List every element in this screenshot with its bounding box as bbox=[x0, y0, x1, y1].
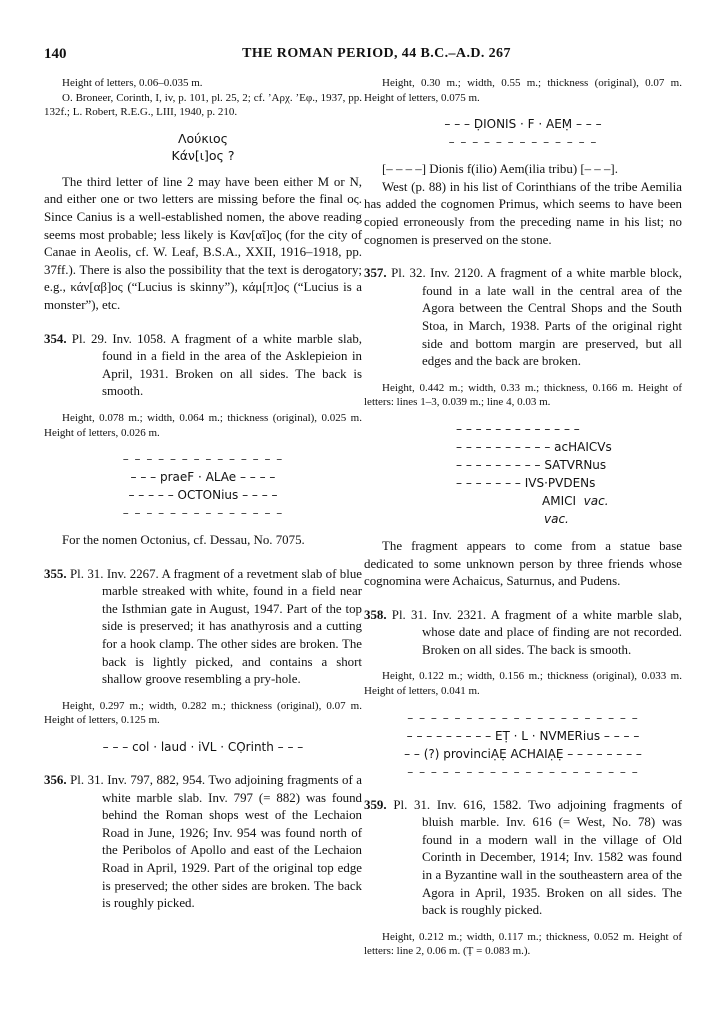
inscription-line: – – – – – OCTONius – – – – bbox=[128, 488, 278, 503]
inscription-line: – – – – – – – – – – acHAICVs bbox=[456, 439, 612, 454]
inscription-line: – – – – – – – – – – – – – bbox=[448, 135, 598, 150]
inscription-line: – – – – – – – – – – – – – bbox=[456, 421, 580, 436]
note: West (p. 88) in his list of Corinthians of the tribe Aemilia has added the cognomen Primus, which seems to have been copied erroneously from the preceding name in his list; no cognomen is preserved on the stone. bbox=[364, 179, 682, 247]
inscription-line: – – (?) provinciẠẸ ACHAIẠẸ – – – – – – – – bbox=[404, 746, 642, 761]
dimensions: Height, 0.078 m.; width, 0.064 m.; thickness (original), 0.025 m. Height of letters, 0.026 m. bbox=[44, 411, 362, 439]
entry-number: 354. bbox=[44, 331, 67, 346]
inscription-line: – – – – – – – – – – – – – – bbox=[122, 506, 284, 521]
inscription-line: – – – – – – – – – – – – – – – – – – – – bbox=[407, 710, 639, 725]
dimensions: Height, 0.212 m.; width, 0.117 m.; thickness, 0.052 m. Height of letters: line 2, 0.06 m. (Ṭ = 0.083 m.). bbox=[364, 930, 682, 958]
greek-inscription-line-1: Λούκιος bbox=[177, 130, 228, 146]
left-column bbox=[44, 76, 362, 913]
running-title: THE ROMAN PERIOD, 44 B.C.–A.D. 267 bbox=[242, 46, 511, 61]
inscription-text: AMICI bbox=[542, 493, 577, 508]
entry-description: Pl. 31. Inv. 2321. A fragment of a white marble slab, whose date and place of finding are not recorded. Broken on all sides. The back is smooth. bbox=[391, 607, 682, 657]
note: For the nomen Octonius, cf. Dessau, No. 7075. bbox=[62, 533, 305, 548]
entry-357 bbox=[364, 265, 682, 371]
inscription-line: – – – – – – – IVS·PVDENs bbox=[456, 475, 596, 490]
bibliography: O. Broneer, Corinth, I, iv, p. 101, pl. 25, 2; cf. ’Αρχ. ’Εφ., 1937, pp. 132f.; L. Robert, R.E.G., LIII, 1940, p. 210. bbox=[44, 91, 362, 119]
entry-number: 359. bbox=[364, 797, 387, 812]
running-header bbox=[44, 46, 669, 66]
inscription-line: – – – ḌIONIS · F · AEṂ – – – bbox=[444, 117, 602, 132]
inscription-line bbox=[364, 492, 682, 510]
inscription-line: – – – – – – – – – – – – – – – – – – – – bbox=[407, 764, 639, 779]
inscription-line: – – – – – – – – – SATVRNus bbox=[456, 457, 607, 472]
greek-inscription-line-2: Κάν[ι]ος ? bbox=[171, 147, 235, 163]
transcription: [– – – –] Dionis f(ilio) Aem(ilia tribu) [– – –]. bbox=[382, 162, 618, 177]
entry-354 bbox=[44, 331, 362, 401]
dimensions: Height, 0.122 m.; width, 0.156 m.; thickness (original), 0.033 m. Height of letters, 0.041 m. bbox=[364, 670, 682, 698]
inscription-line: – – – – – – – – – – – – – – bbox=[122, 452, 284, 467]
entry-number: 356. bbox=[44, 773, 67, 788]
entry-356 bbox=[44, 772, 362, 913]
inscription-line: – – – col · laud · iVL · CỌrinth – – – bbox=[102, 740, 304, 755]
dimensions: Height, 0.30 m.; width, 0.55 m.; thickness (original), 0.07 m. Height of letters, 0.075 m. bbox=[364, 77, 682, 104]
height-of-letters: Height of letters, 0.06–0.035 m. bbox=[62, 77, 203, 89]
vacat: vac. bbox=[544, 511, 569, 526]
entry-number: 358. bbox=[364, 607, 387, 622]
dimensions: Height, 0.442 m.; width, 0.33 m.; thickness, 0.166 m. Height of letters: lines 1–3, 0.039 m.; line 4, 0.03 m. bbox=[364, 381, 682, 409]
entry-355 bbox=[44, 566, 362, 689]
entry-description: Pl. 31. Inv. 2267. A fragment of a revetment slab of blue marble streaked with white, found in a field near the Isthmian gate in August, 1947. Part of the top side is preserved; it has anathyrosis and a cutting for a hook clamp. The other sides are broken. The back is lightly picked, and contains a short shallow groove resembling a pry-hole. bbox=[69, 566, 362, 687]
inscription-line: – – – – – – – – – EṬ · L · NVMERius – – – – bbox=[406, 728, 640, 743]
right-column bbox=[364, 76, 682, 959]
entry-description: Pl. 31. Inv. 797, 882, 954. Two adjoining fragments of a white marble slab. Inv. 797 (= 882) was found behind the Roman shops west of the Lechaion Road in June, 1926; Inv. 954 was found north of the Peribolos of Apollo and east of the Lechaion Road in April, 1929. Part of the original top edge is preserved; the other sides are broken. The back is roughly picked. bbox=[70, 773, 362, 911]
entry-description: Pl. 32. Inv. 2120. A fragment of a white marble block, found in a late wall in the central area of the Agora between the Central Shops and the South Stoa, in March, 1938. Parts of the original right side and bottom margin are preserved, but all edges and the back are broken. bbox=[391, 266, 682, 369]
entry-description: Pl. 29. Inv. 1058. A fragment of a white marble slab, found in a field in the area of the Asklepieion in April, 1931. Broken on all sides. The back is smooth. bbox=[71, 331, 362, 399]
entry-number: 357. bbox=[364, 266, 387, 281]
entry-description: Pl. 31. Inv. 616, 1582. Two adjoining fragments of bluish marble. Inv. 616 (= West, No. 78) was found in a modern wall in the village of Old Corinth in December, 1914; Inv. 1582 was found in a Byzantine wall in the southeastern area of the Agora in April, 1935. Broken on all sides. The back is roughly picked. bbox=[393, 797, 682, 918]
entry-358 bbox=[364, 607, 682, 660]
entry-number: 355. bbox=[44, 566, 67, 581]
note: The fragment appears to come from a statue base dedicated to some unknown person by three friends whose cognomina were Achaicus, Saturnus, and Pudens. bbox=[364, 538, 682, 589]
dimensions: Height, 0.297 m.; width, 0.282 m.; thickness (original), 0.07 m. Height of letters, 0.125 m. bbox=[44, 699, 362, 727]
entry-359 bbox=[364, 797, 682, 920]
page-number: 140 bbox=[44, 46, 67, 62]
inscription-line: – – – praeF · ALAe – – – – bbox=[130, 470, 276, 485]
inscription-line bbox=[364, 510, 682, 528]
vacat: vac. bbox=[583, 493, 609, 508]
commentary-paragraph: The third letter of line 2 may have been either M or N, and either one or two letters are missing before the final ος. Since Canius is a well-established nomen, the above reading seems most probable; less likely is Καν[αῖ]ος (for the city of Canae in Aeolis, cf. W. Leaf, B.S.A., XXII, 1916–1918, pp. 37ff.). There is also the possibility that the text is derogatory; e.g., κάν[αβ]ος (“Lucius is skinny”), κάμ[π]ος (“Lucius is a monster”), etc. bbox=[44, 174, 362, 312]
